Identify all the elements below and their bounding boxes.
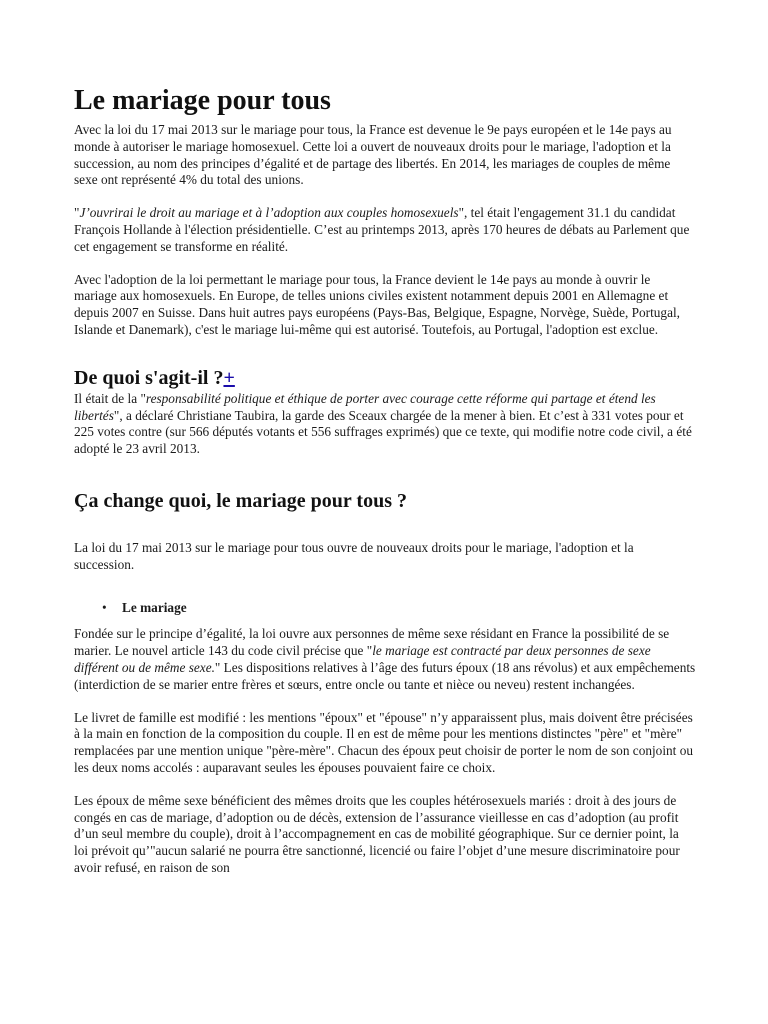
intro-paragraph-3: Avec l'adoption de la loi permettant le mariage pour tous, la France devient le 14e pays au monde à ouvrir le mariage aux homosexuels. En Europe, de telles unions civiles existent notamment depuis 2001 en Allemagne et depuis 2007 en Suisse. Dans huit autres pays européens (Pays-Bas, Belgique, Espagne, Norvège, Suède, Portugal, Islande et Danemark), c'est le mariage lui-même qui est autorisé. Toutefois, au Portugal, l'adoption est exclue. xyxy=(74,271,681,337)
open-quote: " xyxy=(74,205,80,221)
expand-link[interactable]: + xyxy=(223,366,235,389)
section1-paragraph-rest: ", a déclaré Christiane Taubira, la garde des Sceaux chargée de la mener à bien. Et c’est à 331 votes pour et 225 votes contre (sur 566 députés votants et 556 suffrages exprimés) que ce texte, qui modifie notre code civil, a été adopté le 23 avril 2013. xyxy=(74,407,692,457)
section-heading-quoi xyxy=(74,365,696,391)
intro-paragraph-1: Avec la loi du 17 mai 2013 sur le mariage pour tous, la France est devenue le 9e pays européen et le 14e pays au monde à autoriser le mariage homosexuel. Cette loi a ouvert de nouveaux droits pour le mariage, l'adoption et la succession, au nom des principes d’égalité et de partage des libertés. En 2014, les mariages de couples de même sexe ont représenté 4% du total des unions. xyxy=(74,122,672,188)
taubira-quote: responsabilité politique et éthique de porter avec courage cette réforme qui partage et étend les libertés xyxy=(74,390,656,423)
page-title: Le mariage pour tous xyxy=(74,85,331,116)
intro-paragraph-2 xyxy=(74,205,696,255)
section2-paragraph-4: Les époux de même sexe bénéficient des mêmes droits que les couples hétérosexuels mariés : droit à des jours de congés en cas de mariage, d’adoption ou de décès, extension de l’assurance vieillesse en cas d’adoption (au profit d’un seul membre du couple), droit à l’accompagnement en cas de mobilité géographique. Sur ce dernier point, la loi prévoit qu’"aucun salarié ne pourra être sanctionné, licencié ou faire l’objet d’une mesure discriminatoire pour avoir refusé, en raison de son xyxy=(74,792,680,875)
section2-paragraph-2 xyxy=(74,626,696,693)
intro-paragraph-2-rest: ", tel était l'engagement 31.1 du candidat François Hollande à l'élection présidentielle. C’est au printemps 2013, après 170 heures de débats au Parlement que cet engagement se transforme en réalité. xyxy=(74,205,690,254)
section2-paragraph-2-start: Fondée sur le principe d’égalité, la loi ouvre aux personnes de même sexe résidant en France la possibilité de se marier. Le nouvel article 143 du code civil précise que " xyxy=(74,626,670,659)
section1-paragraph-start: Il était de la " xyxy=(74,390,146,406)
section2-paragraph-2-rest: " Les dispositions relatives à l’âge des futurs époux (18 ans révolus) et aux empêchements (interdiction de se marier entre frères et sœurs, entre oncle ou tante et nièce ou neveu) restent inchangées. xyxy=(74,659,696,692)
hollande-quote: J’ouvrirai le droit au mariage et à l’adoption aux couples homosexuels xyxy=(79,205,459,221)
section2-paragraph-3: Le livret de famille est modifié : les mentions "époux" et "épouse" n’y apparaissent plus, mais doivent être précisées à la main en fonction de la composition du couple. Il en est de même pour les mentions distinctes "père" et "mère" remplacées par une mention unique "père-mère". Chacun des époux peut choisir de porter le nom de son conjoint ou les deux noms accolés : auparavant seules les épouses pouvaient faire ce choix. xyxy=(74,709,693,775)
section2-paragraph-1: La loi du 17 mai 2013 sur le mariage pour tous ouvre de nouveaux droits pour le mariage, l'adoption et la succession. xyxy=(74,539,634,572)
list-item: • Le mariage xyxy=(102,600,696,617)
section-heading-change: Ça change quoi, le mariage pour tous ? xyxy=(74,489,407,512)
section1-paragraph xyxy=(74,391,696,458)
bullet-list xyxy=(74,600,696,617)
article-body xyxy=(74,84,696,877)
article-143-quote: le mariage est contracté par deux personnes de sexe différent ou de même sexe. xyxy=(74,643,651,675)
section-heading-quoi-text: De quoi s'agit-il ? xyxy=(74,366,224,389)
